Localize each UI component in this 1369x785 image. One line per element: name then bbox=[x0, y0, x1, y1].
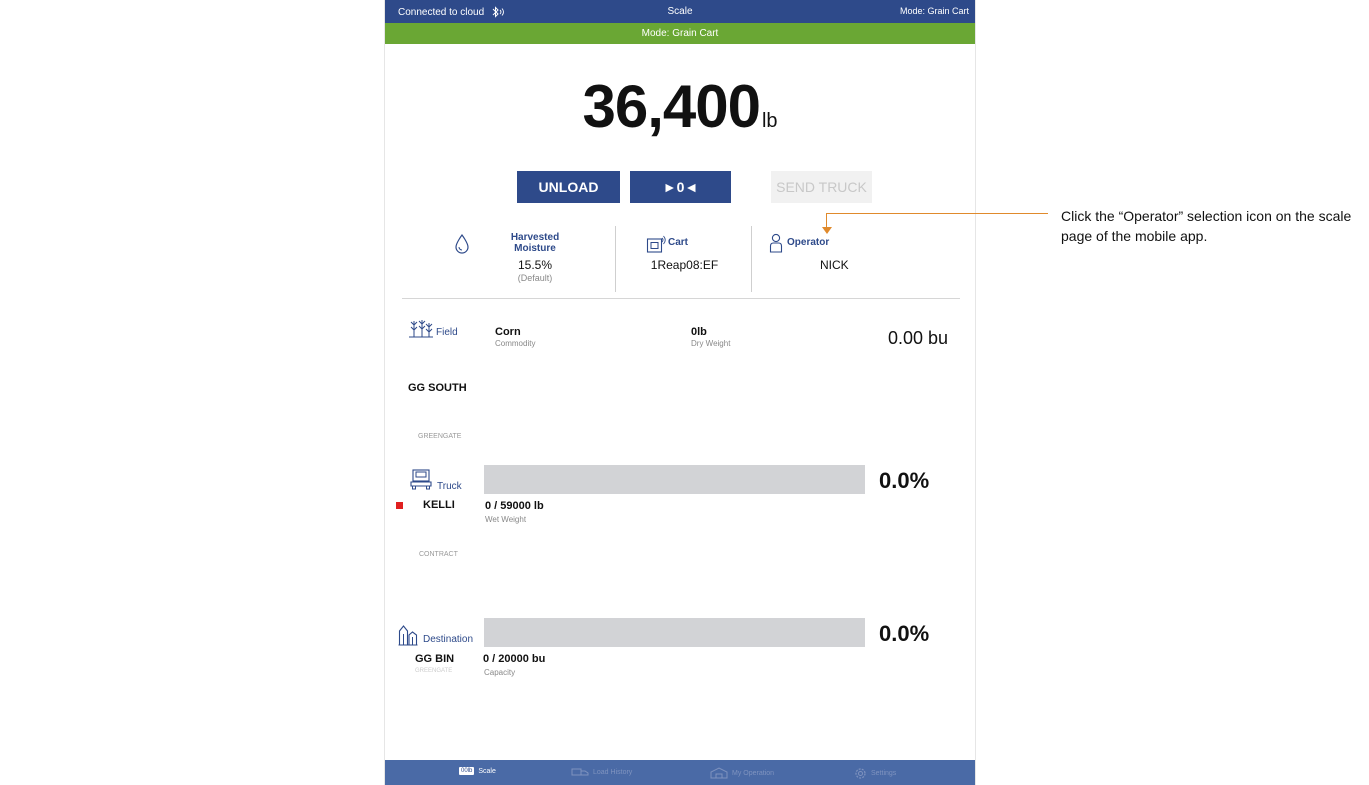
connection-text: Connected to cloud bbox=[398, 6, 485, 18]
callout-leader-line bbox=[826, 213, 1048, 214]
weight-unit: lb bbox=[761, 110, 778, 132]
tab-my-operation-label: My Operation bbox=[732, 769, 775, 777]
field-label: Field bbox=[436, 327, 458, 338]
truck-contract: CONTRACT bbox=[419, 551, 458, 558]
load-history-icon bbox=[571, 767, 589, 777]
callout-arrow-icon bbox=[822, 227, 832, 234]
droplet-icon bbox=[454, 234, 470, 254]
field-name: GG SOUTH bbox=[408, 382, 467, 394]
scale-tab-icon: 00lb bbox=[461, 768, 473, 774]
destination-progress-bar bbox=[484, 618, 865, 647]
info-row bbox=[402, 226, 960, 296]
tab-load-history[interactable] bbox=[571, 767, 632, 777]
weight-value: 36,400 bbox=[582, 73, 760, 140]
screen-title: Scale bbox=[667, 6, 693, 17]
mobile-app-screen bbox=[384, 0, 976, 785]
operator-value: NICK bbox=[820, 258, 849, 272]
gear-icon bbox=[854, 767, 867, 780]
dry-weight-value: 0lb bbox=[691, 326, 707, 338]
truck-status-indicator bbox=[396, 502, 403, 509]
field-plants-icon bbox=[408, 317, 434, 341]
destination-percent: 0.0% bbox=[879, 621, 930, 646]
tab-bar bbox=[385, 760, 975, 785]
destination-selector[interactable] bbox=[397, 624, 477, 650]
section-divider bbox=[402, 298, 960, 299]
status-bar bbox=[385, 0, 975, 23]
zero-button[interactable]: ►0◄ bbox=[630, 171, 731, 203]
instruction-annotation: Click the “Operator” selection icon on the scale page of the mobile app. bbox=[1061, 208, 1352, 244]
divider bbox=[615, 226, 616, 292]
field-selector[interactable] bbox=[407, 316, 477, 346]
tab-scale[interactable] bbox=[459, 767, 496, 775]
tab-settings-label: Settings bbox=[871, 770, 897, 777]
barn-icon bbox=[710, 767, 728, 779]
commodity-value: Corn bbox=[495, 326, 521, 338]
truck-progress-bar bbox=[484, 465, 865, 494]
grain-bin-icon bbox=[398, 624, 418, 646]
moisture-label bbox=[492, 232, 578, 254]
moisture-selector[interactable] bbox=[442, 226, 612, 292]
divider bbox=[751, 226, 752, 292]
bushels-value: 0.00 bu bbox=[888, 328, 949, 348]
destination-name: GG BIN bbox=[415, 653, 455, 665]
tab-scale-label: Scale bbox=[478, 767, 496, 775]
cart-value: 1Reap08:EF bbox=[650, 258, 719, 272]
truck-weight-label: Wet Weight bbox=[485, 515, 527, 524]
mode-banner: Mode: Grain Cart bbox=[385, 23, 975, 44]
mode-indicator: Mode: Grain Cart bbox=[899, 6, 969, 16]
moisture-value: 15.5% bbox=[517, 258, 553, 272]
operator-label: Operator bbox=[787, 237, 830, 248]
truck-percent: 0.0% bbox=[879, 468, 930, 493]
weight-readout bbox=[385, 72, 975, 141]
tab-my-operation[interactable] bbox=[710, 767, 774, 779]
cart-label: Cart bbox=[668, 237, 689, 248]
tab-settings[interactable] bbox=[854, 767, 896, 780]
field-farm: GREENGATE bbox=[418, 433, 462, 440]
moisture-label-line2: Moisture bbox=[514, 243, 556, 254]
destination-farm: GREENGATE bbox=[415, 668, 453, 674]
send-truck-button[interactable]: SEND TRUCK bbox=[771, 171, 872, 203]
truck-weight: 0 / 59000 lb bbox=[485, 500, 544, 512]
cart-selector[interactable] bbox=[622, 226, 747, 292]
truck-label: Truck bbox=[437, 481, 462, 492]
moisture-note: (Default) bbox=[517, 273, 553, 283]
destination-capacity-label: Capacity bbox=[484, 668, 516, 677]
destination-label: Destination bbox=[423, 634, 474, 645]
cart-device-icon bbox=[646, 234, 668, 254]
tab-load-history-label: Load History bbox=[593, 768, 633, 776]
operator-selector[interactable] bbox=[762, 226, 952, 292]
truck-name: KELLI bbox=[423, 499, 455, 511]
destination-capacity: 0 / 20000 bu bbox=[483, 653, 546, 665]
moisture-label-line1: Harvested bbox=[510, 232, 560, 243]
unload-button[interactable]: UNLOAD bbox=[517, 171, 620, 203]
truck-icon bbox=[410, 468, 432, 490]
truck-selector[interactable] bbox=[409, 468, 489, 494]
dry-weight-label: Dry Weight bbox=[691, 339, 731, 348]
person-icon[interactable] bbox=[769, 233, 783, 253]
commodity-label: Commodity bbox=[495, 339, 536, 348]
